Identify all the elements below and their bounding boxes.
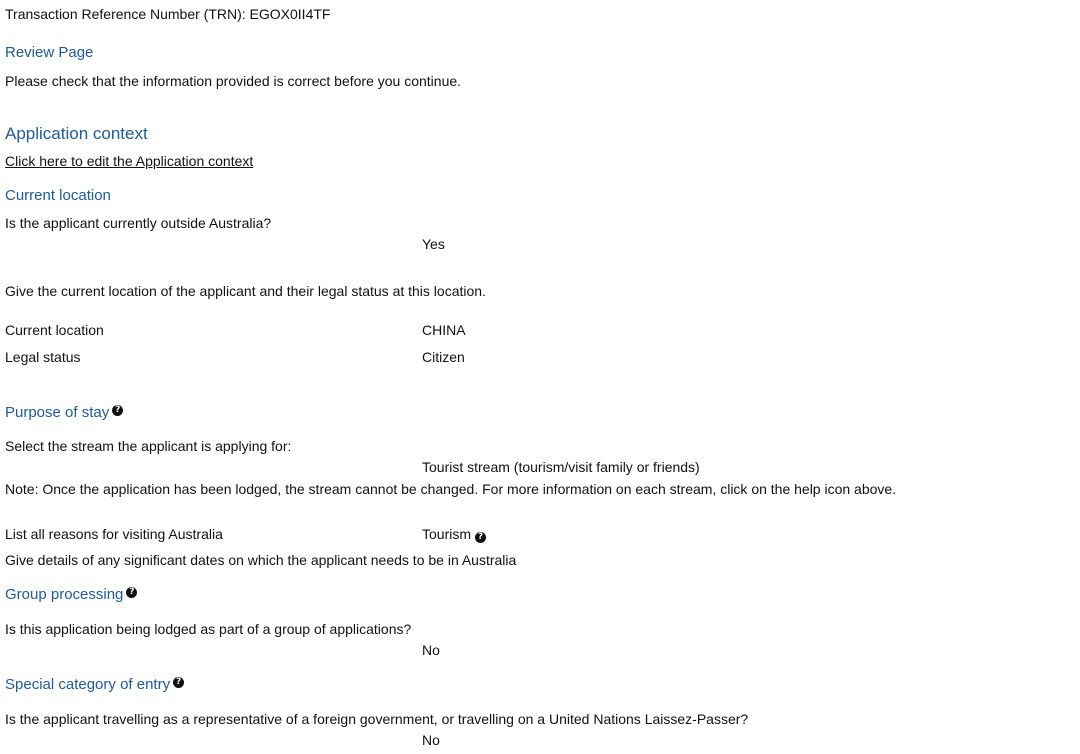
legal-status-value: Citizen: [422, 349, 465, 365]
trn-text: Transaction Reference Number (TRN): EGOX0II4TF: [5, 6, 331, 22]
current-location-heading: Current location: [5, 187, 111, 204]
current-location-label: Current location: [5, 322, 104, 338]
application-context-heading: Application context: [5, 124, 148, 143]
group-processing-heading: [5, 586, 137, 604]
edit-application-context-link[interactable]: Click here to edit the Application context: [5, 153, 254, 169]
reasons-value-text: Tourism: [422, 526, 472, 542]
group-question: Is this application being lodged as part of a group of applications?: [5, 621, 412, 637]
answer-stream: Tourist stream (tourism/visit family or friends): [422, 459, 700, 475]
purpose-of-stay-heading: [5, 404, 123, 422]
group-help-icon[interactable]: ?: [126, 587, 137, 598]
special-category-help-icon[interactable]: ?: [173, 677, 184, 688]
reasons-value: [422, 525, 486, 543]
purpose-help-icon[interactable]: ?: [112, 405, 123, 416]
significant-dates-prompt: Give details of any significant dates on which the applicant needs to be in Australia: [5, 552, 517, 568]
reasons-label: List all reasons for visiting Australia: [5, 526, 223, 542]
group-processing-heading-text: Group processing: [5, 586, 124, 603]
special-category-question: Is the applicant travelling as a representative of a foreign government, or travelling on a United Nations Laissez-Passer?: [5, 711, 749, 727]
review-page-title: Review Page: [5, 44, 94, 61]
answer-outside-australia: Yes: [422, 236, 445, 252]
location-instruction: Give the current location of the applicant and their legal status at this location.: [5, 283, 486, 299]
special-category-heading: [5, 676, 184, 694]
stream-note: Note: Once the application has been lodged, the stream cannot be changed. For more information on each stream, click on the help icon above.: [5, 481, 897, 497]
special-category-answer: No: [422, 732, 440, 748]
current-location-value: CHINA: [422, 322, 466, 338]
group-answer: No: [422, 642, 440, 658]
reasons-help-icon[interactable]: ?: [475, 532, 486, 543]
special-category-heading-text: Special category of entry: [5, 676, 171, 693]
purpose-of-stay-heading-text: Purpose of stay: [5, 404, 110, 421]
question-outside-australia: Is the applicant currently outside Australia?: [5, 215, 272, 231]
question-stream: Select the stream the applicant is applying for:: [5, 438, 292, 454]
legal-status-label: Legal status: [5, 349, 81, 365]
review-instructions: Please check that the information provided is correct before you continue.: [5, 73, 462, 89]
